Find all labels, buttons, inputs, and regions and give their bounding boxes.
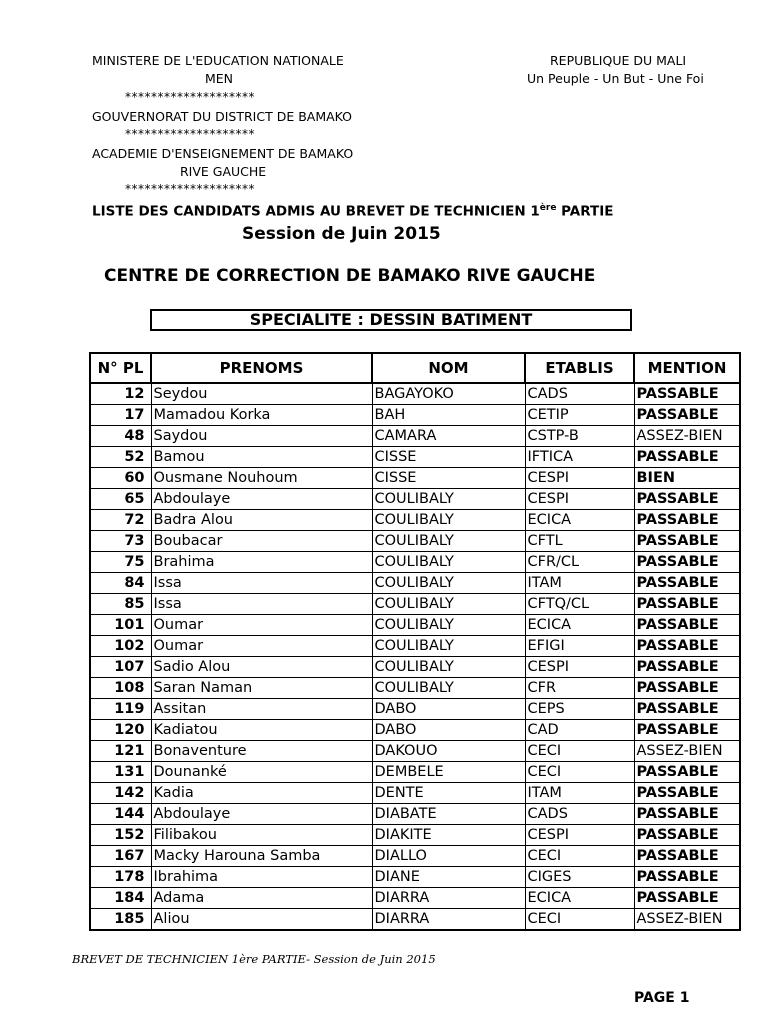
cell-pl: 108 — [90, 678, 151, 699]
cell-mention: PASSABLE — [634, 678, 740, 699]
cell-mention: PASSABLE — [634, 636, 740, 657]
cell-pl: 120 — [90, 720, 151, 741]
cell-etablis: ITAM — [525, 783, 634, 804]
cell-etablis: CEPS — [525, 699, 634, 720]
column-header-prenoms: PRENOMS — [151, 353, 372, 383]
cell-nom: CISSE — [372, 447, 525, 468]
cell-nom: BAGAYOKO — [372, 383, 525, 405]
column-header-mention: MENTION — [634, 353, 740, 383]
separator: ******************** — [125, 127, 255, 141]
cell-prenom: Aliou — [151, 909, 372, 931]
cell-etablis: CAD — [525, 720, 634, 741]
cell-mention: PASSABLE — [634, 531, 740, 552]
table-row — [90, 657, 740, 678]
cell-etablis: CECI — [525, 846, 634, 867]
cell-nom: CISSE — [372, 468, 525, 489]
table-row — [90, 867, 740, 888]
cell-mention: BIEN — [634, 468, 740, 489]
cell-etablis: CECI — [525, 909, 634, 931]
cell-pl: 184 — [90, 888, 151, 909]
cell-mention: PASSABLE — [634, 783, 740, 804]
cell-mention: PASSABLE — [634, 846, 740, 867]
cell-mention: PASSABLE — [634, 615, 740, 636]
cell-etablis: IFTICA — [525, 447, 634, 468]
list-title: LISTE DES CANDIDATS ADMIS AU BREVET DE TECHNICIEN 1ère PARTIE — [92, 203, 614, 220]
cell-etablis: EFIGI — [525, 636, 634, 657]
cell-etablis: CFTQ/CL — [525, 594, 634, 615]
separator: ******************** — [125, 182, 255, 196]
candidates-table — [89, 352, 741, 931]
table-row — [90, 783, 740, 804]
cell-etablis: CESPI — [525, 825, 634, 846]
table-row — [90, 615, 740, 636]
cell-mention: PASSABLE — [634, 825, 740, 846]
cell-prenom: Filibakou — [151, 825, 372, 846]
cell-mention: PASSABLE — [634, 720, 740, 741]
cell-nom: COULIBALY — [372, 615, 525, 636]
cell-prenom: Macky Harouna Samba — [151, 846, 372, 867]
column-header-nom: NOM — [372, 353, 525, 383]
cell-etablis: CIGES — [525, 867, 634, 888]
table-row — [90, 825, 740, 846]
cell-prenom: Seydou — [151, 383, 372, 405]
cell-prenom: Oumar — [151, 636, 372, 657]
cell-pl: 144 — [90, 804, 151, 825]
table-row — [90, 405, 740, 426]
cell-nom: CAMARA — [372, 426, 525, 447]
table-row — [90, 888, 740, 909]
cell-prenom: Issa — [151, 594, 372, 615]
table-row — [90, 552, 740, 573]
cell-pl: 48 — [90, 426, 151, 447]
cell-pl: 142 — [90, 783, 151, 804]
cell-mention: PASSABLE — [634, 383, 740, 405]
cell-etablis: CADS — [525, 383, 634, 405]
correction-center-title: CENTRE DE CORRECTION DE BAMAKO RIVE GAUCHE — [104, 266, 596, 286]
cell-etablis: CSTP-B — [525, 426, 634, 447]
cell-pl: 85 — [90, 594, 151, 615]
cell-pl: 152 — [90, 825, 151, 846]
cell-mention: PASSABLE — [634, 447, 740, 468]
speciality-box: SPECIALITE : DESSIN BATIMENT — [150, 309, 632, 331]
cell-mention: PASSABLE — [634, 867, 740, 888]
cell-mention: ASSEZ-BIEN — [634, 741, 740, 762]
cell-prenom: Dounanké — [151, 762, 372, 783]
cell-etablis: ECICA — [525, 888, 634, 909]
cell-mention: PASSABLE — [634, 510, 740, 531]
separator: ******************** — [125, 90, 255, 104]
cell-nom: COULIBALY — [372, 510, 525, 531]
cell-prenom: Brahima — [151, 552, 372, 573]
cell-nom: DAKOUO — [372, 741, 525, 762]
cell-prenom: Sadio Alou — [151, 657, 372, 678]
governorate-name: GOUVERNORAT DU DISTRICT DE BAMAKO — [92, 109, 353, 124]
cell-prenom: Abdoulaye — [151, 804, 372, 825]
cell-nom: DENTE — [372, 783, 525, 804]
cell-etablis: CESPI — [525, 489, 634, 510]
column-header-etablis: ETABLIS — [525, 353, 634, 383]
column-header-pl: N° PL — [90, 353, 151, 383]
cell-pl: 72 — [90, 510, 151, 531]
cell-mention: PASSABLE — [634, 888, 740, 909]
cell-pl: 178 — [90, 867, 151, 888]
page-number: PAGE 1 — [634, 990, 690, 1006]
cell-prenom: Oumar — [151, 615, 372, 636]
cell-prenom: Badra Alou — [151, 510, 372, 531]
cell-mention: ASSEZ-BIEN — [634, 909, 740, 931]
cell-pl: 84 — [90, 573, 151, 594]
cell-nom: COULIBALY — [372, 489, 525, 510]
table-row — [90, 531, 740, 552]
footer-note: BREVET DE TECHNICIEN 1ère PARTIE- Session de Juin 2015 — [72, 952, 436, 966]
cell-mention: PASSABLE — [634, 405, 740, 426]
cell-prenom: Adama — [151, 888, 372, 909]
republic-name: REPUBLIQUE DU MALI — [550, 53, 687, 68]
table-row — [90, 447, 740, 468]
cell-etablis: ECICA — [525, 510, 634, 531]
cell-pl: 101 — [90, 615, 151, 636]
cell-nom: COULIBALY — [372, 594, 525, 615]
cell-etablis: ECICA — [525, 615, 634, 636]
cell-nom: COULIBALY — [372, 657, 525, 678]
cell-prenom: Assitan — [151, 699, 372, 720]
cell-pl: 17 — [90, 405, 151, 426]
cell-mention: PASSABLE — [634, 762, 740, 783]
academy-name: ACADEMIE D'ENSEIGNEMENT DE BAMAKO — [92, 146, 354, 161]
cell-nom: DIARRA — [372, 909, 525, 931]
cell-nom: DIABATE — [372, 804, 525, 825]
cell-prenom: Kadia — [151, 783, 372, 804]
table-row — [90, 720, 740, 741]
table-row — [90, 762, 740, 783]
session-title: Session de Juin 2015 — [242, 224, 441, 244]
cell-prenom: Ibrahima — [151, 867, 372, 888]
cell-nom: COULIBALY — [372, 636, 525, 657]
table-row — [90, 699, 740, 720]
table-row — [90, 804, 740, 825]
cell-nom: DABO — [372, 720, 525, 741]
national-motto: Un Peuple - Un But - Une Foi — [527, 71, 704, 86]
table-row — [90, 383, 740, 405]
cell-pl: 119 — [90, 699, 151, 720]
cell-pl: 52 — [90, 447, 151, 468]
table-row — [90, 846, 740, 867]
cell-nom: DIANE — [372, 867, 525, 888]
ministry-abbr: MEN — [205, 71, 234, 86]
cell-nom: DIAKITE — [372, 825, 525, 846]
cell-nom: COULIBALY — [372, 678, 525, 699]
cell-nom: DABO — [372, 699, 525, 720]
cell-etablis: CFTL — [525, 531, 634, 552]
cell-prenom: Saran Naman — [151, 678, 372, 699]
cell-pl: 75 — [90, 552, 151, 573]
cell-pl: 131 — [90, 762, 151, 783]
table-row — [90, 594, 740, 615]
cell-nom: DEMBELE — [372, 762, 525, 783]
cell-nom: DIALLO — [372, 846, 525, 867]
cell-etablis: CFR — [525, 678, 634, 699]
cell-mention: PASSABLE — [634, 489, 740, 510]
cell-nom: DIARRA — [372, 888, 525, 909]
cell-prenom: Saydou — [151, 426, 372, 447]
table-row — [90, 636, 740, 657]
cell-nom: COULIBALY — [372, 552, 525, 573]
cell-etablis: CADS — [525, 804, 634, 825]
table-header-row — [90, 353, 740, 383]
table-row — [90, 573, 740, 594]
cell-pl: 73 — [90, 531, 151, 552]
cell-etablis: CFR/CL — [525, 552, 634, 573]
table-row — [90, 678, 740, 699]
cell-pl: 167 — [90, 846, 151, 867]
academy-zone: RIVE GAUCHE — [180, 164, 267, 179]
cell-pl: 12 — [90, 383, 151, 405]
cell-mention: PASSABLE — [634, 594, 740, 615]
table-row — [90, 468, 740, 489]
cell-etablis: CESPI — [525, 657, 634, 678]
cell-etablis: CECI — [525, 762, 634, 783]
cell-prenom: Boubacar — [151, 531, 372, 552]
cell-nom: COULIBALY — [372, 531, 525, 552]
table-row — [90, 489, 740, 510]
cell-etablis: ITAM — [525, 573, 634, 594]
cell-nom: COULIBALY — [372, 573, 525, 594]
cell-pl: 107 — [90, 657, 151, 678]
cell-mention: PASSABLE — [634, 573, 740, 594]
cell-mention: ASSEZ-BIEN — [634, 426, 740, 447]
table-row — [90, 909, 740, 931]
cell-mention: PASSABLE — [634, 657, 740, 678]
ministry-name: MINISTERE DE L'EDUCATION NATIONALE — [92, 53, 344, 68]
table-row — [90, 426, 740, 447]
cell-mention: PASSABLE — [634, 804, 740, 825]
cell-pl: 65 — [90, 489, 151, 510]
cell-mention: PASSABLE — [634, 552, 740, 573]
cell-prenom: Kadiatou — [151, 720, 372, 741]
cell-etablis: CESPI — [525, 468, 634, 489]
cell-prenom: Issa — [151, 573, 372, 594]
cell-prenom: Abdoulaye — [151, 489, 372, 510]
cell-prenom: Bonaventure — [151, 741, 372, 762]
cell-prenom: Mamadou Korka — [151, 405, 372, 426]
table-row — [90, 510, 740, 531]
cell-nom: BAH — [372, 405, 525, 426]
table-row — [90, 741, 740, 762]
cell-pl: 185 — [90, 909, 151, 931]
cell-pl: 60 — [90, 468, 151, 489]
cell-prenom: Bamou — [151, 447, 372, 468]
cell-pl: 121 — [90, 741, 151, 762]
cell-etablis: CETIP — [525, 405, 634, 426]
cell-etablis: CECI — [525, 741, 634, 762]
cell-mention: PASSABLE — [634, 699, 740, 720]
cell-pl: 102 — [90, 636, 151, 657]
cell-prenom: Ousmane Nouhoum — [151, 468, 372, 489]
